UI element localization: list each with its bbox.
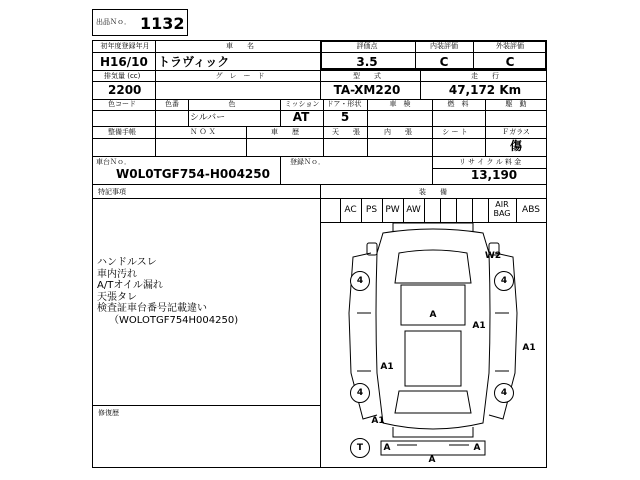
damage-mark: A1 bbox=[380, 362, 394, 372]
equipment-ps: PS bbox=[365, 205, 378, 215]
history-label: 車 歴 bbox=[271, 128, 299, 136]
spare-tire-mark: T bbox=[350, 438, 370, 458]
doors-value: 5 bbox=[340, 110, 350, 124]
doors-label: ドア・形状 bbox=[326, 100, 362, 108]
notes-section-label: 特記事項 bbox=[98, 188, 126, 196]
damage-mark: A bbox=[473, 443, 481, 453]
mileage-label: 走 行 bbox=[471, 72, 499, 80]
color-code-label: 色コード bbox=[108, 100, 136, 108]
first-reg-label: 初年度登録年月 bbox=[100, 42, 150, 50]
equipment-pw: PW bbox=[385, 205, 400, 215]
mileage-value: 47,172 Km bbox=[448, 83, 522, 97]
color-label: 色 bbox=[228, 100, 236, 108]
damage-mark: A bbox=[383, 443, 391, 453]
score-value: 3.5 bbox=[356, 55, 378, 69]
equipment-section-label: 装 備 bbox=[419, 188, 447, 196]
repair-history-label: 修復歴 bbox=[98, 409, 119, 417]
note-line: ハンドルスレ bbox=[97, 257, 157, 268]
equipment-airbag: AIR BAG bbox=[493, 200, 511, 218]
seat-label: シ ー ト bbox=[442, 128, 468, 136]
damage-mark: A1 bbox=[472, 321, 486, 331]
tire-tread-mark: 4 bbox=[494, 383, 514, 403]
equipment-ac: AC bbox=[344, 205, 357, 215]
recycle-label: リ サ イ ク ル 料 金 bbox=[458, 158, 522, 166]
windshield-value: 傷 bbox=[509, 139, 523, 153]
drive-label: 駆 動 bbox=[505, 100, 527, 108]
car-name-label: 車 名 bbox=[226, 42, 254, 50]
model-value: TA-XM220 bbox=[333, 83, 401, 97]
note-line: （WOLOTGF754H004250) bbox=[109, 314, 239, 326]
damage-mark: W2 bbox=[484, 251, 502, 261]
note-line: 検査証車台番号記載違い bbox=[97, 303, 207, 314]
displacement-value: 2200 bbox=[108, 83, 142, 97]
mission-value: AT bbox=[292, 110, 310, 124]
note-line: 天張タレ bbox=[97, 291, 137, 303]
listing-number-box bbox=[92, 9, 188, 36]
exterior-grade-label: 外装評価 bbox=[496, 42, 524, 50]
maint-book-label: 整備手帳 bbox=[108, 128, 136, 136]
fuel-label: 燃 料 bbox=[447, 100, 469, 108]
mission-label: ミッション bbox=[284, 100, 320, 108]
color-no-label: 色番 bbox=[165, 100, 179, 108]
equipment-aw: AW bbox=[406, 205, 421, 215]
chassis-value: W0L0TGF754-H004250 bbox=[116, 167, 270, 181]
score-grades-box bbox=[320, 40, 547, 70]
listing-number-label: 出品Ｎｏ． bbox=[96, 18, 131, 26]
windshield-label: Ｆガラス bbox=[502, 128, 530, 136]
car-name-value: トラヴィック bbox=[158, 55, 230, 69]
model-label: 型 式 bbox=[353, 72, 381, 80]
tire-tread-mark: 4 bbox=[494, 271, 514, 291]
damage-mark: A1 bbox=[522, 343, 536, 353]
equipment-row bbox=[320, 198, 547, 222]
first-reg-value: H16/10 bbox=[100, 55, 148, 69]
interior-grade-label: 内装評価 bbox=[430, 42, 458, 50]
note-line: 車内汚れ bbox=[97, 268, 137, 280]
displacement-label: 排気量 (cc) bbox=[104, 72, 141, 80]
recycle-value: 13,190 bbox=[470, 168, 518, 182]
score-label: 評価点 bbox=[356, 42, 378, 50]
damage-mark: A bbox=[429, 310, 437, 320]
chassis-label: 車台Ｎｏ． bbox=[96, 158, 131, 166]
color-value: シルバー bbox=[190, 113, 226, 123]
tire-tread-mark: 4 bbox=[350, 271, 370, 291]
exterior-grade-value: C bbox=[505, 55, 515, 69]
headliner-label: 天 張 bbox=[332, 128, 360, 136]
inspection-label: 車 検 bbox=[389, 100, 411, 108]
grade-label: グ レ ー ド bbox=[215, 72, 265, 80]
tire-tread-mark: 4 bbox=[350, 383, 370, 403]
equipment-abs: ABS bbox=[522, 205, 540, 215]
car-diagram bbox=[321, 223, 546, 467]
nox-label: Ｎ Ｏ Ｘ bbox=[190, 128, 216, 136]
listing-number: 1132 bbox=[140, 14, 185, 33]
registration-label: 登録Ｎｏ． bbox=[290, 158, 325, 166]
note-line: A/Tオイル漏れ bbox=[97, 280, 163, 291]
interior-grade-value: C bbox=[439, 55, 449, 69]
damage-mark: A1 bbox=[371, 416, 385, 426]
trim-label: 内 張 bbox=[384, 128, 412, 136]
damage-mark: A bbox=[428, 455, 436, 465]
